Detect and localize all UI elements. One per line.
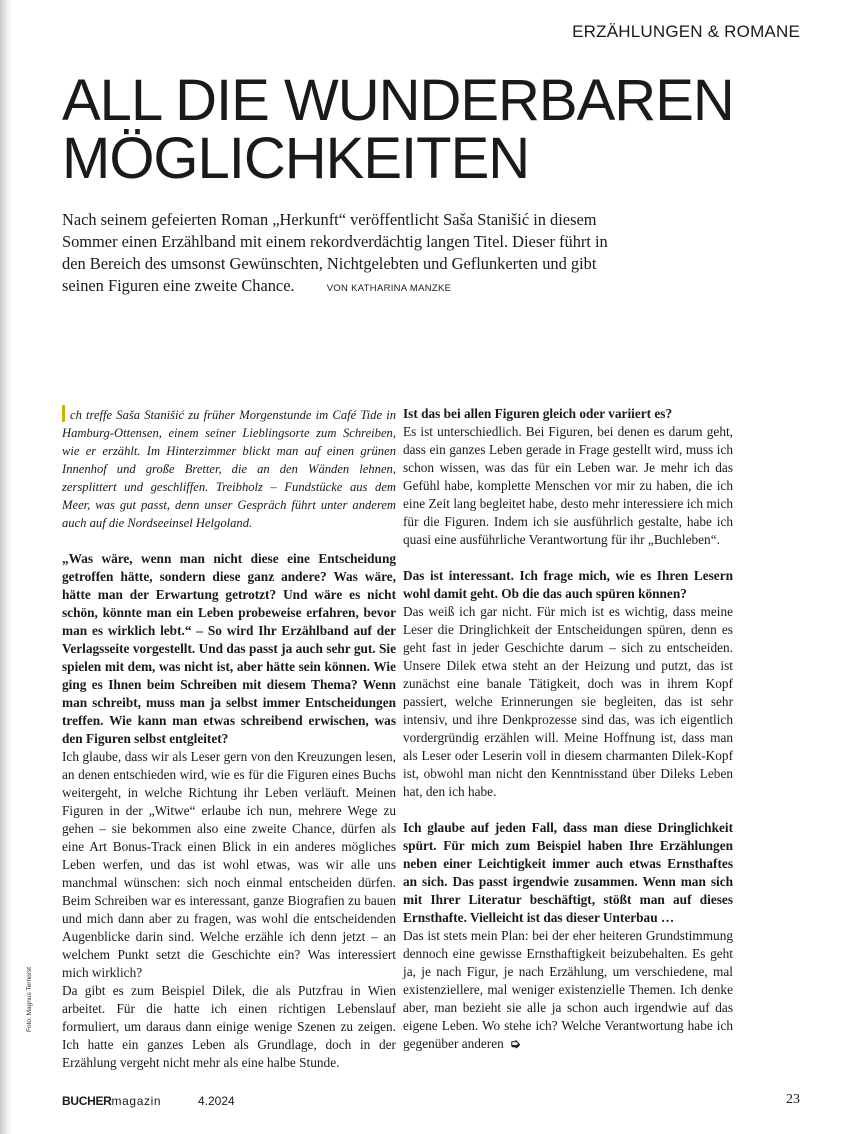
answer-2: Es ist unterschiedlich. Bei Figuren, bei denen es darum geht, dass ein ganzes Leben gerade in Frage gestellt wird, muss ich schon wissen, was das für ein Leben war. Je mehr ich das Gefühl habe, komplette Menschen vor mir zu haben, die ich eine Zeit lang begleitet habe, desto mehr interessiere ich mich für die Figuren. Indem ich sie ausführlich gestalte, habe ich quasi eine ausführliche Verantwortung für ihr „Buchleben“.: [403, 424, 733, 547]
page-binding-shadow: [0, 0, 12, 1134]
answer-3: Das weiß ich gar nicht. Für mich ist es wichtig, dass meine Leser die Dringlichkeit der Entscheidungen spüren, denn es geht fast in jeder Geschichte darum – sich zu entscheiden. Unsere Dilek etwa steht an der Heizung und putzt, das ist zunächst eine banale Tätigkeit, doch was in ihrem Kopf passiert, welche Erinnerungen sie begleiten, das ist sehr intensiv, und ihre Denkprozesse sind das, was ich eigentlich vordergründig erzählen will. Meine Hoffnung ist, dass man als Leser oder Leserin voll in diesem charmanten Dilek-Kopf ist, obwohl man nicht den Kenntnisstand über Dileks Leben hat, den ich habe.: [403, 604, 733, 799]
question-1: „Was wäre, wenn man nicht diese eine Entscheidung getroffen hätte, sondern diese ganz andere? Was wäre, hätte man der Erwartung getrotzt? Und wäre es nicht schön, könnte man ein Leben probeweise erfahren, bevor man es wirklich lebt.“ – So wird Ihr Erzählband auf der Verlagsseite vorgestellt. Und das passt ja auch sehr gut. Sie spielen mit dem, was nicht ist, aber hätte sein können. Wie ging es Ihnen beim Schreiben mit diesem Thema? Wenn man schreibt, muss man ja selbst immer Entscheidungen treffen. Wie kann man etwas schreibend erwischen, was den Figuren selbst entgleitet?: [62, 551, 396, 746]
lead-text: ch treffe Saša Stanišić zu früher Morgenstunde im Café Tide in Hamburg-Ottensen, einem seiner Lieblingsorte zum Schreiben, wie er erzählt. Im Hinterzimmer blickt man auf einen grünen Innenhof und große Bretter, die an den Wänden lehnen, zersplittert und geschliffen. Treibholz – Fundstücke aus dem Meer, was gut passt, denn unser Gespräch führt unter anderem auch auf die Nordseeinsel Helgoland.: [62, 408, 396, 530]
headline-line-2: MÖGLICHKEITEN: [62, 126, 530, 191]
left-column: [62, 405, 396, 1072]
question-4: Ich glaube auf jeden Fall, dass man diese Dringlichkeit spürt. Für mich zum Beispiel haben Ihre Erzählungen neben einer Leichtigkeit immer auch etwas Ernsthaftes an sich. Das passt irgendwie zusammen. Wenn man sich mit Ihrer Literatur beschäftigt, stößt man auf dieses Ernsthafte. Vielleicht ist das dieser Unterbau …: [403, 820, 733, 925]
initial-marker: [62, 405, 65, 422]
question-2: Ist das bei allen Figuren gleich oder variiert es?: [403, 406, 673, 421]
right-column: [403, 405, 733, 1053]
photo-credit: Foto: Magnus Terhorst: [26, 967, 33, 1032]
question-3: Das ist interessant. Ich frage mich, wie es Ihren Lesern wohl damit geht. Ob die das auch spüren können?: [403, 568, 733, 601]
answer-4-text: Das ist stets mein Plan: bei der eher heiteren Grundstimmung dennoch eine gewisse Ernsthaftigkeit beizubehalten. Es geht ja, je nach Figur, je nach Erzählung, um verschiedene, mal existenziellere, mal weniger existenzielle Themen. Ich denke aber, man bezieht sie alle ja schon auch irgendwie auf das eigene Leben. Wo stehe ich? Welche Verantwortung habe ich gegenüber anderen: [403, 928, 733, 1051]
intro-teaser: [62, 209, 634, 300]
intro-text: Nach seinem gefeierten Roman „Herkunft“ veröffentlicht Saša Stanišić in diesem Sommer einen Erzählband mit einem rekordverdächtig langen Titel. Dieser führt in den Bereich des umsonst Gewünschten, Nichtgelebten und Geflunkerten und gibt seinen Figuren eine zweite Chance.: [62, 210, 608, 295]
answer-1-continued: Da gibt es zum Beispiel Dilek, die als Putzfrau in Wien arbeitet. Für die hatte ich einen richtigen Lebenslauf formuliert, um daraus dann einige wenige Szenen zu zeigen. Ich hatte ein ganzes Leben als Grundlage, doch in der Erzählung vergeht nicht mehr als eine halbe Stunde.: [62, 983, 396, 1070]
footer-issue: 4.2024: [198, 1094, 235, 1108]
continue-arrow-icon: ➭: [509, 1036, 521, 1051]
byline: VON KATHARINA MANZKE: [326, 283, 452, 294]
headline-line-1: ALL DIE WUNDERBAREN: [62, 68, 734, 133]
answer-1: Ich glaube, dass wir als Leser gern von den Kreuzungen lesen, an denen entschieden wird, wie es für die Figuren eines Buchs weitergeht, in welche Richtung ihr Leben verläuft. Meinen Figuren in der „Witwe“ erlaube ich nun, mehrere Wege zu gehen – sie bekommen also eine zweite Chance, dürfen als eine Art Bonus-Track einen Blick in ein anderes mögliches Leben werfen, und das ist wohl etwas, was wir alle uns manchmal wünschen: sich noch einmal entscheiden dürfen. Beim Schreiben war es interessant, ganze Biografien zu bauen und mich dann aber zu fragen, was wohl die entscheidenden Augenblicke darin sind. Welche erzähle ich denn jetzt – an welchem Punkt setzt die Geschichte ein? Was interessiert mich wirklich?: [62, 749, 396, 980]
brand-bold: BUCHER: [62, 1094, 112, 1108]
brand-light: magazin: [111, 1094, 162, 1108]
page-number: 23: [786, 1092, 800, 1107]
headline: [62, 68, 822, 191]
lead-paragraph: [62, 405, 396, 532]
footer-brand: [62, 1094, 161, 1108]
section-label: ERZÄHLUNGEN & ROMANE: [572, 22, 800, 41]
answer-4: [403, 927, 733, 1053]
